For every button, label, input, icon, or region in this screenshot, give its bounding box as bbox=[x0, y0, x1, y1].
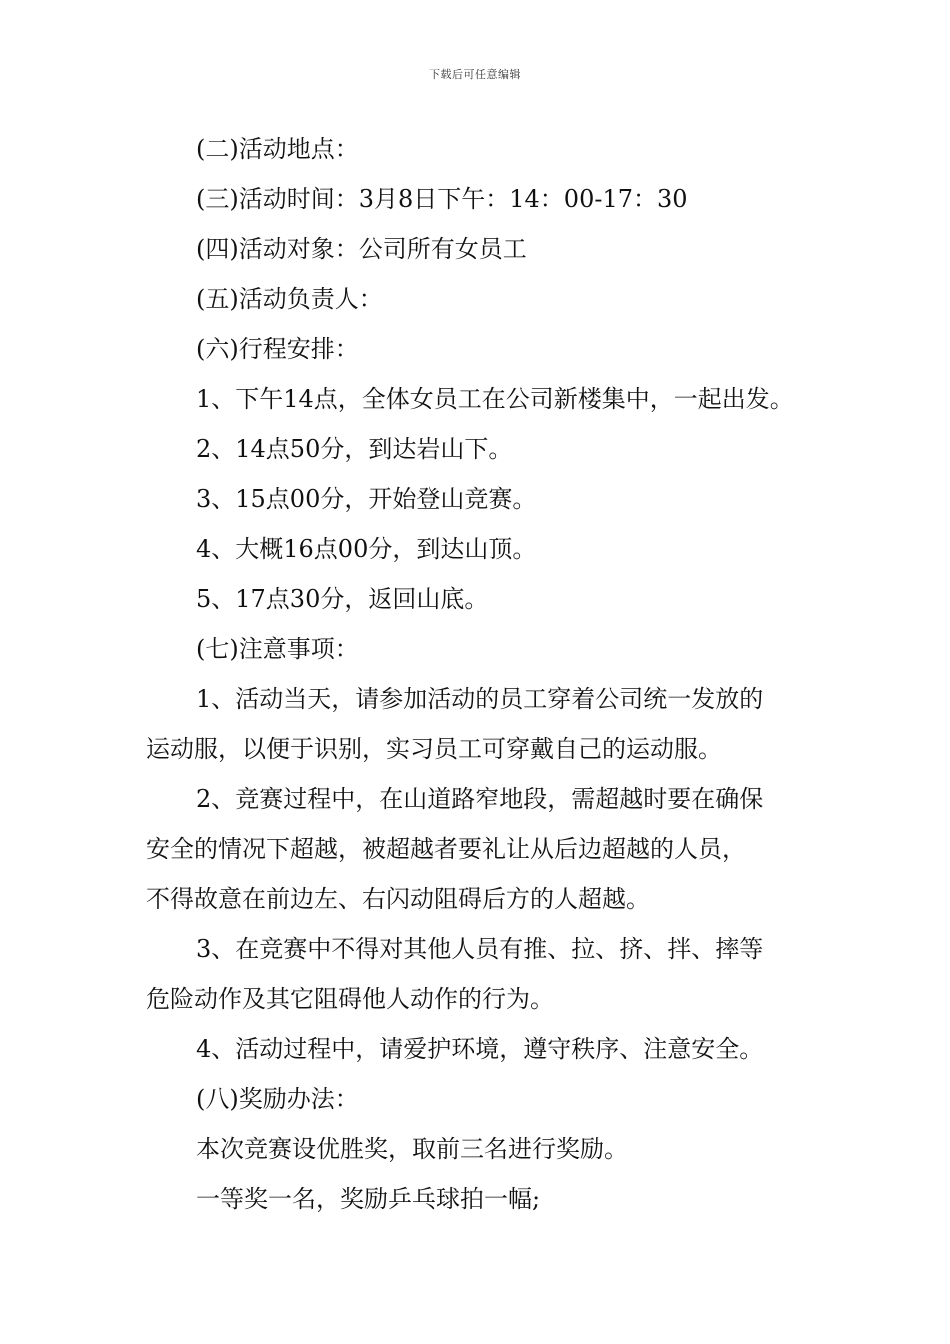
text-line: 2、竞赛过程中，在山道路窄地段，需超越时要在确保 bbox=[196, 785, 764, 813]
text-line: (八)奖励办法： bbox=[196, 1085, 359, 1113]
text-line: 4、大概16点00分，到达山顶。 bbox=[196, 535, 537, 563]
page-header: 下载后可任意编辑 bbox=[429, 68, 521, 81]
text-line: 本次竞赛设优胜奖，取前三名进行奖励。 bbox=[196, 1135, 628, 1163]
text-line: 4、活动过程中，请爱护环境，遵守秩序、注意安全。 bbox=[196, 1035, 764, 1063]
text-line: (七)注意事项： bbox=[196, 635, 359, 663]
text-line: 2、14点50分，到达岩山下。 bbox=[196, 435, 513, 463]
text-line: 5、17点30分，返回山底。 bbox=[196, 585, 489, 613]
text-line: 一等奖一名，奖励乒乓球拍一幅; bbox=[196, 1185, 541, 1213]
text-line: 安全的情况下超越，被超越者要礼让从后边超越的人员， bbox=[146, 835, 746, 863]
text-line: 3、15点00分，开始登山竞赛。 bbox=[196, 485, 537, 513]
text-line: 不得故意在前边左、右闪动阻碍后方的人超越。 bbox=[146, 885, 650, 913]
text-line: 1、活动当天，请参加活动的员工穿着公司统一发放的 bbox=[196, 685, 764, 713]
document-body bbox=[146, 124, 818, 1224]
text-line: 危险动作及其它阻碍他人动作的行为。 bbox=[146, 985, 554, 1013]
text-line: (五)活动负责人： bbox=[196, 285, 383, 313]
text-line: 3、在竞赛中不得对其他人员有推、拉、挤、拌、摔等 bbox=[196, 935, 764, 963]
text-line: 运动服，以便于识别，实习员工可穿戴自己的运动服。 bbox=[146, 735, 722, 763]
text-line: 1、下午14点，全体女员工在公司新楼集中，一起出发。 bbox=[196, 385, 794, 413]
text-line: (六)行程安排： bbox=[196, 335, 359, 363]
text-line: (四)活动对象：公司所有女员工 bbox=[196, 235, 527, 263]
text-line: (三)活动时间：3月8日下午：14：00-17：30 bbox=[196, 185, 688, 213]
text-line: (二)活动地点： bbox=[196, 135, 359, 163]
